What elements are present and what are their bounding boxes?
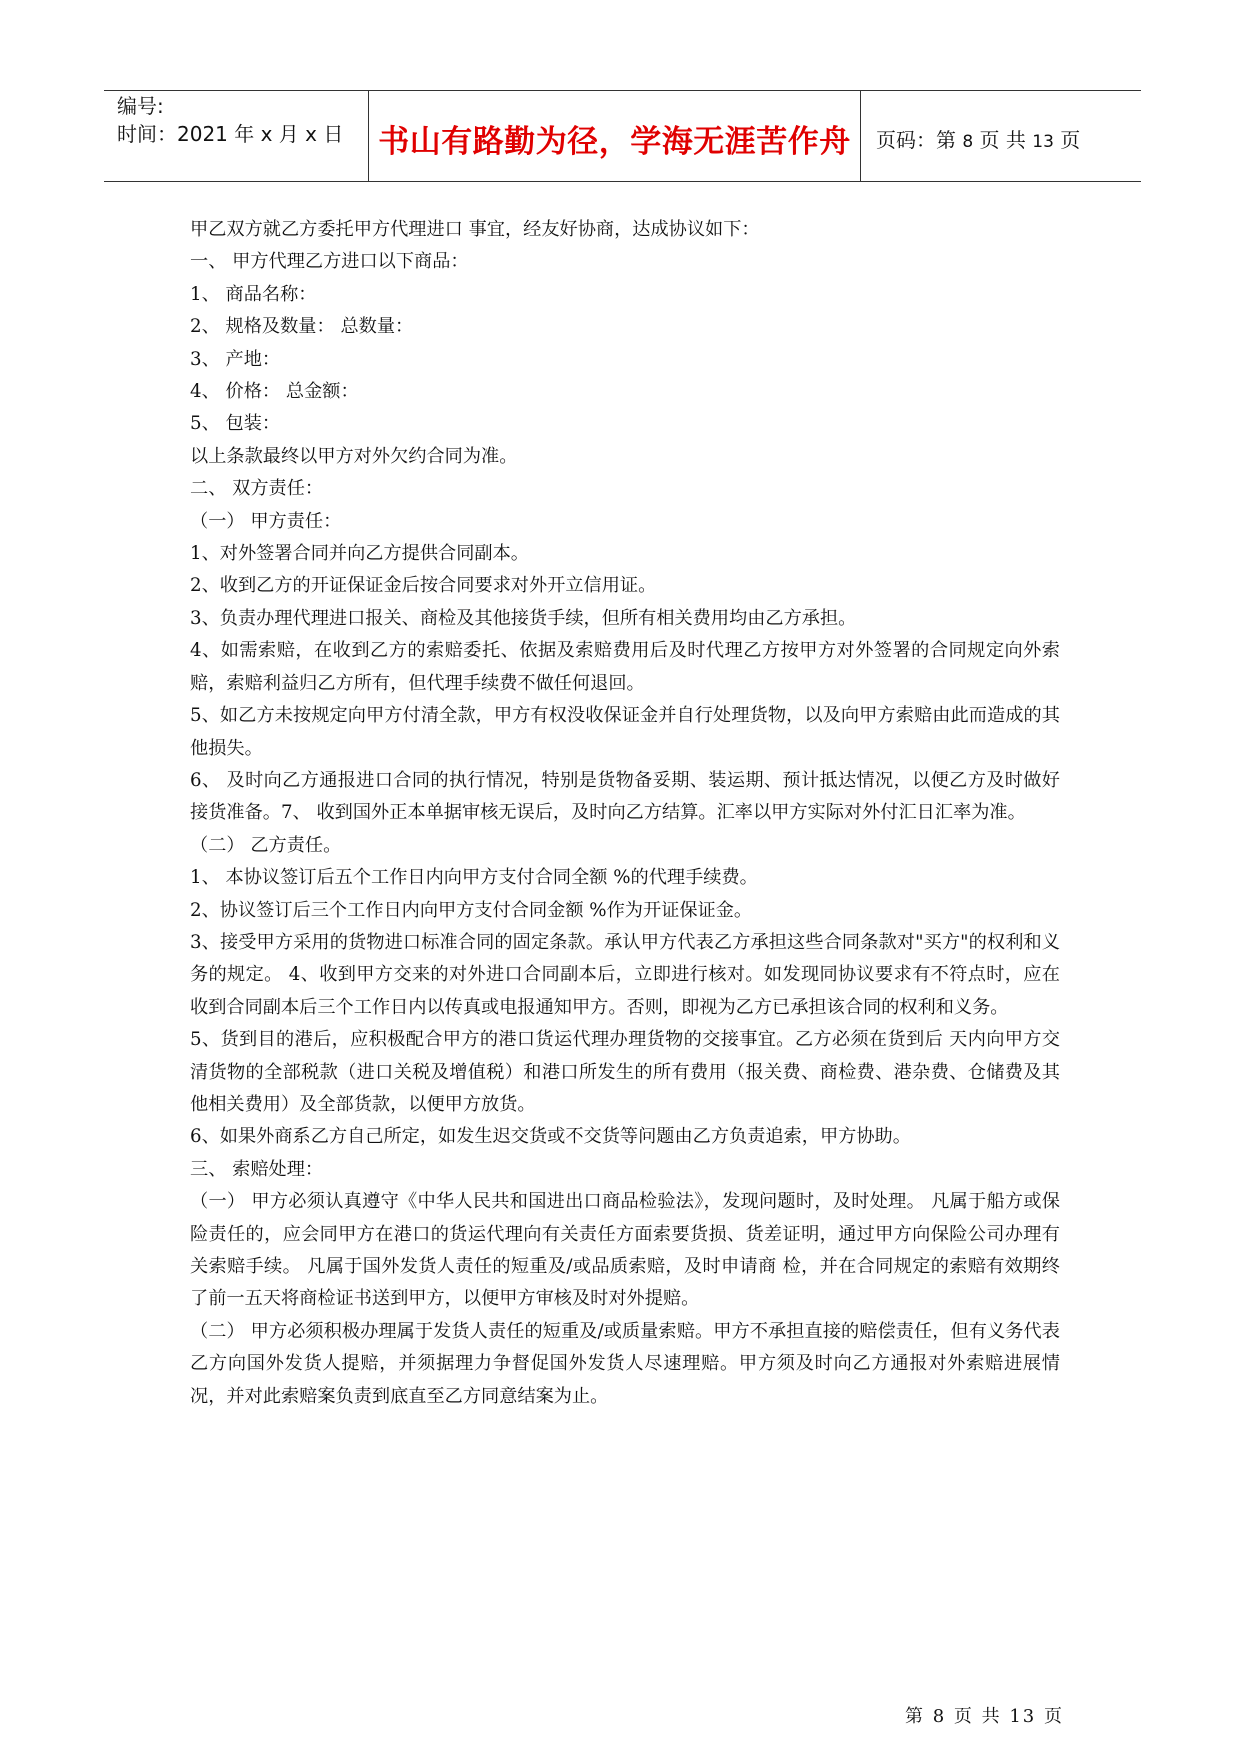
body-line: 6、如果外商系乙方自己所定，如发生迟交货或不交货等问题由乙方负责追索，甲方协助。: [190, 1126, 911, 1148]
body-line: 2、 规格及数量： 总数量：: [190, 316, 414, 338]
header-motto: 书山有路勤为径，学海无涯苦作舟: [378, 124, 851, 160]
body-line: 4、如需索赔，在收到乙方的索赔委托、依据及索赔费用后及时代理乙方按甲方对外签署的合同规定向外索赔，索赔利益归乙方所有，但代理手续费不做任何退回。: [190, 640, 1060, 694]
body-line: 甲乙双方就乙方委托甲方代理进口 事宜，经友好协商，达成协议如下：: [190, 219, 760, 240]
body-line: （二） 乙方责任。: [190, 834, 342, 856]
body-line: 一、 甲方代理乙方进口以下商品：: [190, 251, 469, 273]
page-prefix: 页码：第: [876, 128, 963, 152]
body-line: 5、 包装：: [190, 413, 281, 435]
document-time: 时间：2021 年 x 月 x 日: [117, 122, 344, 146]
body-line: 5、货到目的港后，应积极配合甲方的港口货运代理办理货物的交接事宜。乙方必须在货到后 天内向甲方交清货物的全部税款（进口关税及增值税）和港口所发生的所有费用（报关费、商检费、港杂费、仓储费及其他相关费用）及全部货款，以便甲方放货。: [190, 1029, 1060, 1115]
document-number-label: 编号:: [117, 94, 164, 118]
header-meta: [117, 92, 343, 148]
body-line: 1、 商品名称：: [190, 283, 317, 305]
body-line: 1、对外签署合同并向乙方提供合同副本。: [190, 543, 529, 565]
body-line: 3、 产地：: [190, 348, 281, 370]
body-line: 6、 及时向乙方通报进口合同的执行情况，特别是货物备妥期、装运期、预计抵达情况，以便乙方及时做好接货准备。7、 收到国外正本单据审核无误后，及时向乙方结算。汇率以甲方实际对外付汇日汇率为准。: [190, 769, 1060, 824]
header-bottom-rule: [104, 181, 1141, 182]
page-suffix: 页: [1053, 128, 1081, 152]
body-line: （一） 甲方责任：: [190, 510, 342, 532]
body-line: 三、 索赔处理：: [190, 1158, 324, 1180]
header-page-indicator: [876, 124, 1080, 153]
body-line: 2、协议签订后三个工作日内向甲方支付合同金额 %作为开证保证金。: [190, 899, 753, 921]
contract-body: [190, 214, 1060, 1413]
body-line: 3、负责办理代理进口报关、商检及其他接货手续，但所有相关费用均由乙方承担。: [190, 607, 857, 629]
body-line: 1、 本协议签订后五个工作日内向甲方支付合同全额 %的代理手续费。: [190, 867, 758, 889]
body-line: 5、如乙方未按规定向甲方付清全款，甲方有权没收保证金并自行处理货物，以及向甲方索赔由此而造成的其他损失。: [190, 705, 1060, 759]
page-total: 13: [1032, 132, 1054, 152]
header-divider-left: [368, 90, 369, 182]
body-line: 二、 双方责任：: [190, 478, 324, 500]
page-mid: 页 共: [973, 128, 1033, 152]
body-line: （一） 甲方必须认真遵守《中华人民共和国进出口商品检验法》，发现问题时，及时处理。 凡属于船方或保险责任的，应会同甲方在港口的货运代理向有关责任方面索要货损、货差证明，通过甲方向保险公司办理有关索赔手续。 凡属于国外发货人责任的短重及/或品质索赔，及时申请商 检，并在合同规定的索赔有效期终了前一五天将商检证书送到甲方，以便甲方审核及时对外提赔。: [190, 1191, 1060, 1310]
body-line: 3、接受甲方采用的货物进口标准合同的固定条款。承认甲方代表乙方承担这些合同条款对"买方"的权利和义务的规定。 4、收到甲方交来的对外进口合同副本后，立即进行核对。如发现同协议要求有不符点时，应在收到合同副本后三个工作日内以传真或电报通知甲方。否则，即视为乙方已承担该合同的权利和义务。: [190, 931, 1060, 1018]
header-divider-right: [860, 90, 861, 182]
page-current: 8: [962, 132, 974, 152]
body-line: 以上条款最终以甲方对外欠约合同为准。: [190, 445, 518, 467]
body-line: 4、 价格： 总金额：: [190, 381, 359, 403]
body-line: 2、收到乙方的开证保证金后按合同要求对外开立信用证。: [190, 575, 657, 597]
header-top-rule: [104, 90, 1141, 91]
page-footer: 第 8 页 共 13 页: [905, 1706, 1064, 1727]
body-line: （二） 甲方必须积极办理属于发货人责任的短重及/或质量索赔。甲方不承担直接的赔偿责任，但有义务代表乙方向国外发货人提赔，并须据理力争督促国外发货人尽速理赔。甲方须及时向乙方通报对外索赔进展情况，并对此索赔案负责到底直至乙方同意结案为止。: [190, 1320, 1060, 1407]
